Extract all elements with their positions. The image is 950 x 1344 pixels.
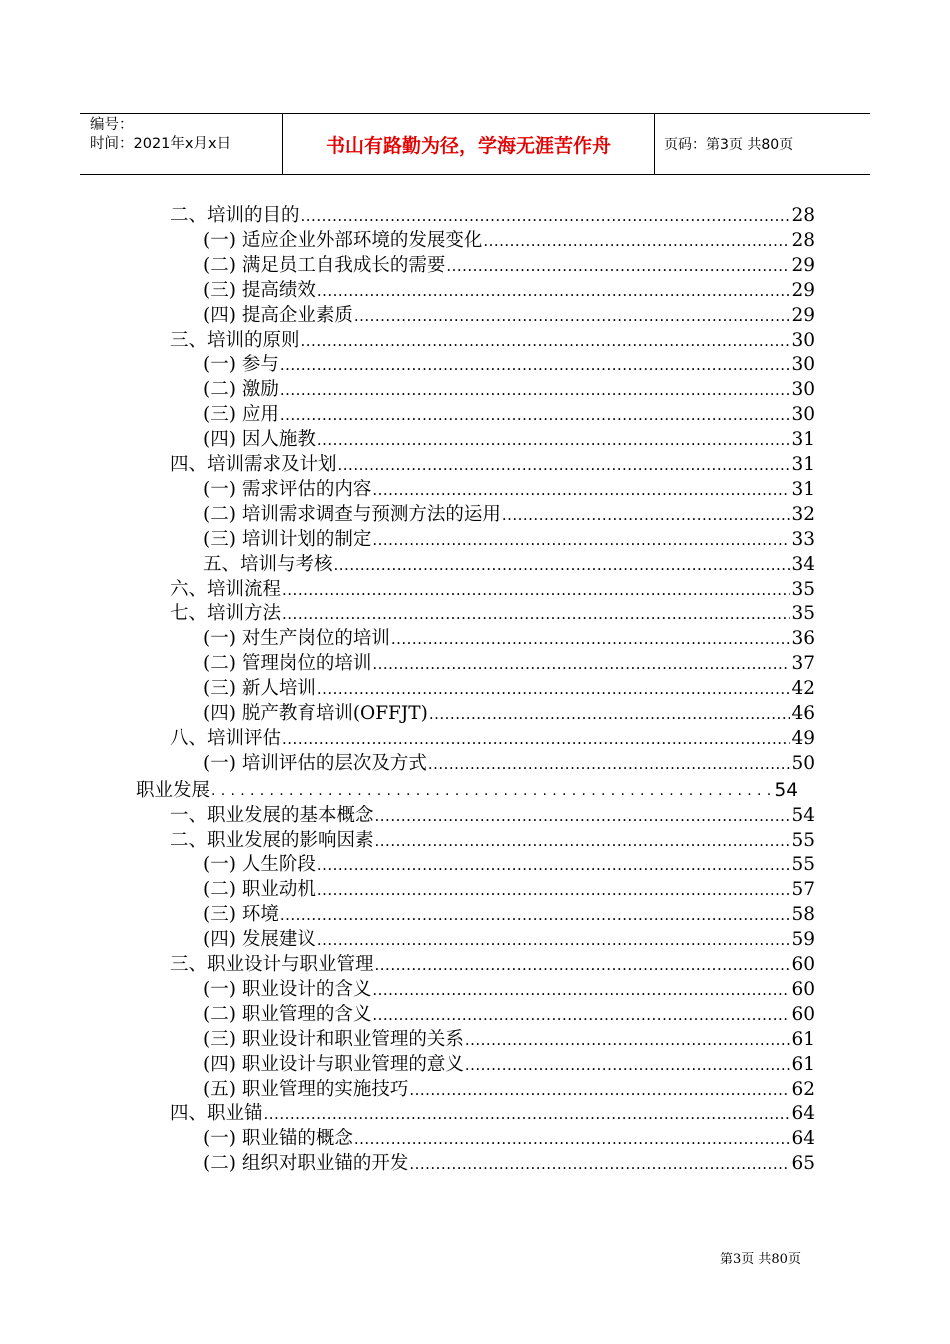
toc-entry[interactable] [203, 503, 815, 527]
toc-entry[interactable] [203, 1152, 815, 1176]
toc-leader-dots [465, 1055, 791, 1075]
toc-leader-dots [280, 905, 791, 925]
toc-entry-title: (二) 激励 [203, 379, 279, 401]
toc-leader-dots [465, 1030, 791, 1050]
toc-entry-page: 30 [791, 404, 815, 426]
toc-leader-dots [282, 580, 790, 600]
toc-entry-title: (一) 职业锚的概念 [203, 1128, 353, 1150]
toc-entry-page: 30 [791, 354, 815, 376]
toc-entry-page: 60 [791, 978, 815, 1000]
toc-entry[interactable] [136, 779, 798, 803]
toc-leader-dots [354, 306, 791, 326]
toc-entry-title: (一) 参与 [203, 354, 279, 376]
toc-entry-page: 29 [791, 279, 815, 301]
toc-leader-dots [301, 206, 791, 226]
toc-entry-title: (五) 职业管理的实施技巧 [203, 1078, 409, 1100]
toc-entry-title: (四) 提高企业素质 [203, 304, 353, 326]
toc-entry-title: 二、培训的目的 [170, 205, 300, 226]
toc-entry-page: 65 [791, 1153, 815, 1175]
toc-entry[interactable] [203, 279, 815, 303]
toc-entry-title: (三) 提高绩效 [203, 279, 316, 301]
toc-leader-dots [372, 654, 790, 674]
toc-entry-title: (一) 对生产岗位的培训 [203, 628, 390, 650]
toc-entry-title: (一) 适应企业外部环境的发展变化 [203, 229, 483, 251]
toc-entry-page: 35 [791, 578, 815, 600]
toc-entry-page: 61 [791, 1053, 815, 1075]
toc-entry-title: (四) 职业设计与职业管理的意义 [203, 1053, 464, 1075]
toc-entry-page: 29 [791, 254, 815, 276]
toc-entry-title: 六、培训流程 [170, 578, 282, 600]
toc-entry[interactable] [170, 829, 815, 853]
toc-entry[interactable] [170, 602, 815, 626]
toc-leader-dots [429, 704, 791, 724]
toc-entry[interactable] [203, 677, 815, 701]
toc-entry-page: 33 [791, 528, 815, 550]
toc-leader-dots [372, 480, 790, 500]
toc-entry[interactable] [203, 1078, 815, 1102]
toc-leader-dots [317, 679, 791, 699]
toc-entry-title: 三、培训的原则 [170, 329, 300, 351]
toc-entry[interactable] [203, 928, 815, 952]
toc-entry[interactable] [203, 553, 815, 577]
toc-entry[interactable] [170, 578, 815, 602]
toc-entry-title: (二) 管理岗位的培训 [203, 653, 372, 675]
toc-entry[interactable] [203, 878, 815, 902]
toc-leader-dots [317, 930, 791, 950]
toc-entry-page: 35 [791, 603, 815, 625]
toc-entry-title: (三) 新人培训 [203, 678, 316, 700]
toc-entry-page: 29 [791, 304, 815, 326]
toc-entry-title: 四、培训需求及计划 [170, 454, 337, 475]
toc-leader-dots [375, 831, 791, 851]
toc-entry-page: 60 [791, 1003, 815, 1025]
toc-entry[interactable] [170, 727, 815, 751]
toc-entry[interactable] [170, 953, 815, 977]
toc-entry-page: 31 [791, 478, 815, 500]
toc-leader-dots [338, 455, 791, 475]
toc-entry[interactable] [203, 903, 815, 927]
toc-entry-page: 59 [791, 929, 815, 951]
toc-entry[interactable] [203, 1003, 815, 1027]
toc-entry-page: 60 [791, 954, 815, 975]
toc-entry-title: (一) 人生阶段 [203, 854, 316, 876]
toc-entry-title: 一、职业发展的基本概念 [170, 804, 374, 826]
toc-entry-title: (三) 培训计划的制定 [203, 528, 372, 550]
page-footer: 第3页 共80页 [720, 1252, 801, 1267]
toc-entry[interactable] [203, 1127, 815, 1151]
header-page-info: 页码：第3页 共80页 [664, 137, 794, 153]
toc-entry[interactable] [170, 329, 815, 353]
toc-leader-dots [391, 629, 791, 649]
toc-entry-title: 三、职业设计与职业管理 [170, 954, 374, 975]
toc-entry-page: 32 [791, 503, 815, 525]
toc-entry-page: 28 [791, 205, 815, 226]
toc-entry-page: 37 [791, 653, 815, 675]
toc-leader-dots [317, 430, 791, 450]
toc-leader-dots [483, 231, 790, 251]
document-number-label: 编号： [90, 117, 134, 133]
toc-entry-page: 30 [791, 379, 815, 401]
toc-entry-page: 62 [791, 1078, 815, 1100]
header-divider [654, 114, 655, 174]
toc-entry-page: 42 [791, 678, 815, 700]
toc-leader-dots [372, 1005, 790, 1025]
toc-entry-title: 职业发展 [136, 779, 211, 801]
toc-leader-dots [428, 754, 791, 774]
toc-entry-page: 36 [791, 628, 815, 650]
toc-entry-title: (二) 组织对职业锚的开发 [203, 1153, 409, 1175]
toc-entry[interactable] [203, 229, 815, 253]
toc-leader-dots [264, 1104, 791, 1124]
toc-entry-page: 55 [791, 854, 815, 876]
page-header [80, 113, 870, 175]
toc-entry-title: (三) 职业设计和职业管理的关系 [203, 1028, 464, 1050]
toc-entry[interactable] [203, 652, 815, 676]
toc-entry-title: 八、培训评估 [170, 727, 282, 749]
toc-entry-page: 31 [791, 454, 815, 475]
toc-leader-dots [372, 980, 790, 1000]
toc-entry[interactable] [170, 453, 815, 477]
toc-entry[interactable] [203, 403, 815, 427]
toc-entry-page: 64 [791, 1128, 815, 1150]
toc-entry-page: 57 [791, 879, 815, 901]
toc-entry-page: 54 [791, 804, 815, 826]
toc-entry-page: 61 [791, 1028, 815, 1050]
toc-entry-title: (三) 环境 [203, 904, 279, 926]
toc-entry-page: 30 [791, 329, 815, 351]
toc-leader-dots [282, 604, 790, 624]
toc-leader-dots [372, 530, 790, 550]
toc-entry-title: (四) 因人施教 [203, 429, 316, 451]
toc-entry-page: 64 [791, 1103, 815, 1125]
toc-entry-title: 五、培训与考核 [203, 553, 333, 575]
toc-entry[interactable] [170, 1102, 815, 1126]
toc-leader-dots [375, 955, 791, 975]
toc-entry[interactable] [170, 204, 815, 228]
toc-entry[interactable] [203, 254, 815, 278]
toc-entry-page: 31 [791, 429, 815, 451]
toc-leader-dots [301, 331, 791, 351]
toc-entry-title: (四) 脱产教育培训(OFFJT) [203, 703, 428, 724]
toc-entry-title: (二) 职业动机 [203, 879, 316, 901]
toc-entry-page: 28 [791, 229, 815, 251]
toc-entry[interactable] [170, 804, 815, 828]
toc-entry[interactable] [203, 702, 815, 726]
toc-entry-title: (一) 培训评估的层次及方式 [203, 752, 427, 774]
toc-entry-title: (四) 发展建议 [203, 929, 316, 951]
toc-entry-page: 49 [791, 727, 815, 749]
toc-entry[interactable] [203, 304, 815, 328]
toc-leader-dots [446, 256, 790, 276]
toc-entry-page: 58 [791, 904, 815, 926]
document-time-label: 时间：2021年x月x日 [90, 136, 232, 152]
header-meta [90, 116, 231, 154]
toc-entry-page: 50 [791, 752, 815, 774]
toc-entry-title: (二) 满足员工自我成长的需要 [203, 254, 446, 276]
toc-entry-title: 七、培训方法 [170, 603, 282, 625]
toc-entry-title: 四、职业锚 [170, 1103, 263, 1125]
toc-entry[interactable] [203, 528, 815, 552]
toc-entry-title: (三) 应用 [203, 404, 279, 426]
toc-leader-dots [354, 1129, 791, 1149]
toc-entry[interactable] [203, 853, 815, 877]
toc-entry-page: 46 [791, 703, 815, 724]
toc-leader-dots [502, 505, 791, 525]
toc-leader-dots [280, 380, 791, 400]
toc-entry-title: (一) 职业设计的含义 [203, 978, 372, 1000]
toc-entry[interactable] [203, 752, 815, 776]
header-motto: 书山有路勤为径，学海无涯苦作舟 [325, 134, 611, 157]
toc-leader-dots [280, 355, 791, 375]
toc-leader-dots [334, 555, 791, 575]
toc-entry-title: (一) 需求评估的内容 [203, 478, 372, 500]
toc-entry[interactable] [203, 627, 815, 651]
toc-entry[interactable] [203, 1028, 815, 1052]
toc-entry-title: (二) 培训需求调查与预测方法的运用 [203, 503, 501, 525]
toc-entry-page: 55 [791, 829, 815, 851]
toc-entry[interactable] [203, 978, 815, 1002]
toc-leader-dots [317, 855, 791, 875]
toc-entry[interactable] [203, 1053, 815, 1077]
toc-entry-page: 54 [774, 779, 798, 801]
toc-leader-dots [282, 729, 790, 749]
toc-entry-title: (二) 职业管理的含义 [203, 1003, 372, 1025]
toc-leader-dots [409, 1154, 790, 1174]
toc-entry-title: 二、职业发展的影响因素 [170, 829, 374, 851]
toc-leader-dots [317, 880, 791, 900]
toc-leader-dots [317, 281, 791, 301]
toc-entry[interactable] [203, 353, 815, 377]
toc-leader-dots [280, 405, 791, 425]
toc-entry-page: 34 [791, 553, 815, 575]
toc-entry[interactable] [203, 428, 815, 452]
toc-leader-dots [211, 781, 773, 801]
toc-entry[interactable] [203, 478, 815, 502]
toc-entry[interactable] [203, 378, 815, 402]
toc-leader-dots [375, 806, 791, 826]
toc-leader-dots [409, 1080, 790, 1100]
